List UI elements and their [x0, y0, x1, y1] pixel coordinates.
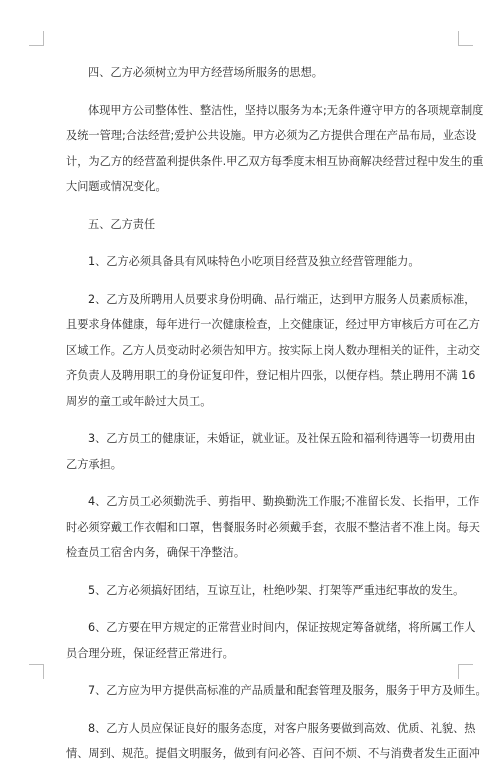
paragraph-line: 时必须穿戴工作衣帽和口罩，售餐服务时必须戴手套，衣服不整洁者不准上岗。每天	[66, 520, 480, 534]
paragraph-line: 且要求身体健康，每年进行一次健康检查，上交健康证，经过甲方审核后方可在乙方	[66, 318, 480, 331]
paragraph-line: 6、乙方要在甲方规定的正常营业时间内，保证按规定筹备就绪，将所属工作人	[88, 621, 476, 634]
paragraph-line: 情、周到、规范。提倡文明服务，做到有问必答、百问不烦、不与消费者发生正面冲	[66, 747, 480, 760]
paragraph	[66, 212, 440, 238]
crop-mark-bottom-left	[29, 664, 44, 679]
paragraph-line: 8、乙方人员应保证良好的服务态度，对客户服务要做到高效、优质、礼貌、热	[88, 721, 476, 735]
document-body	[66, 60, 487, 779]
crop-mark-bottom-right	[458, 664, 473, 679]
paragraph-line: 4、乙方员工必须勤洗手、剪指甲、勤换勤洗工作服;不准留长发、长指甲，工作	[88, 495, 480, 508]
paragraph	[66, 678, 487, 704]
paragraph-line: 3、乙方员工的健康证，未婚证，就业证。及社保五险和福利待遇等一切费用由	[88, 432, 476, 445]
paragraph	[66, 615, 476, 666]
paragraph-line: 及统一管理;合法经营;爱护公共设施。甲方必须为乙方提供合理在产品布局，业态设	[66, 129, 477, 142]
paragraph-line: 区域工作。乙方人员变动时必须告知甲方。按实际上岗人数办理相关的证件，主动交	[66, 343, 480, 357]
paragraph	[66, 578, 465, 604]
paragraph	[66, 287, 480, 415]
crop-mark-top-left	[29, 31, 44, 46]
paragraph-line: 体现甲方公司整体性、整洁性，坚持以服务为本;无条件遵守甲方的各项规章制度	[88, 103, 484, 117]
paragraph-line: 五、乙方责任	[88, 217, 156, 231]
paragraph	[66, 426, 476, 477]
paragraph-line: 员合理分班，保证经营正常进行。	[66, 646, 234, 660]
paragraph	[66, 716, 480, 767]
paragraph-line: 1、乙方必须具备具有风味特色小吃项目经营及独立经营管理能力。	[88, 255, 420, 268]
paragraph-line: 大问题或情况变化。	[66, 180, 167, 193]
paragraph-line: 四、乙方必须树立为甲方经营场所服务的思想。	[88, 66, 323, 79]
paragraph-line: 7、乙方应为甲方提供高标准的产品质量和配套管理及服务，服务于甲方及师生。	[88, 684, 487, 697]
paragraph	[66, 98, 484, 200]
paragraph-line: 检查员工宿舍内务，确保干净整洁。	[66, 546, 246, 559]
paragraph	[66, 60, 440, 86]
crop-mark-top-right	[458, 31, 473, 46]
paragraph-line: 2、乙方及所聘用人员要求身份明确、品行端正，达到甲方服务人员素质标准，	[88, 292, 476, 306]
paragraph-line: 周岁的童工或年龄过大员工。	[66, 394, 212, 408]
paragraph	[66, 249, 440, 275]
paragraph-line: 乙方承担。	[66, 457, 122, 471]
paragraph-line: 计，为乙方的经营盈利提供条件.甲乙双方每季度末相互协商解决经营过程中发生的重	[66, 154, 484, 168]
paragraph-line: 5、乙方必须搞好团结，互谅互让，杜绝吵架、打架等严重违纪事故的发生。	[88, 583, 465, 597]
paragraph	[66, 489, 480, 566]
paragraph-line: 齐负责人及聘用职工的身份证复印件，登记相片四张，以便存档。禁止聘用不满 16	[66, 369, 476, 382]
